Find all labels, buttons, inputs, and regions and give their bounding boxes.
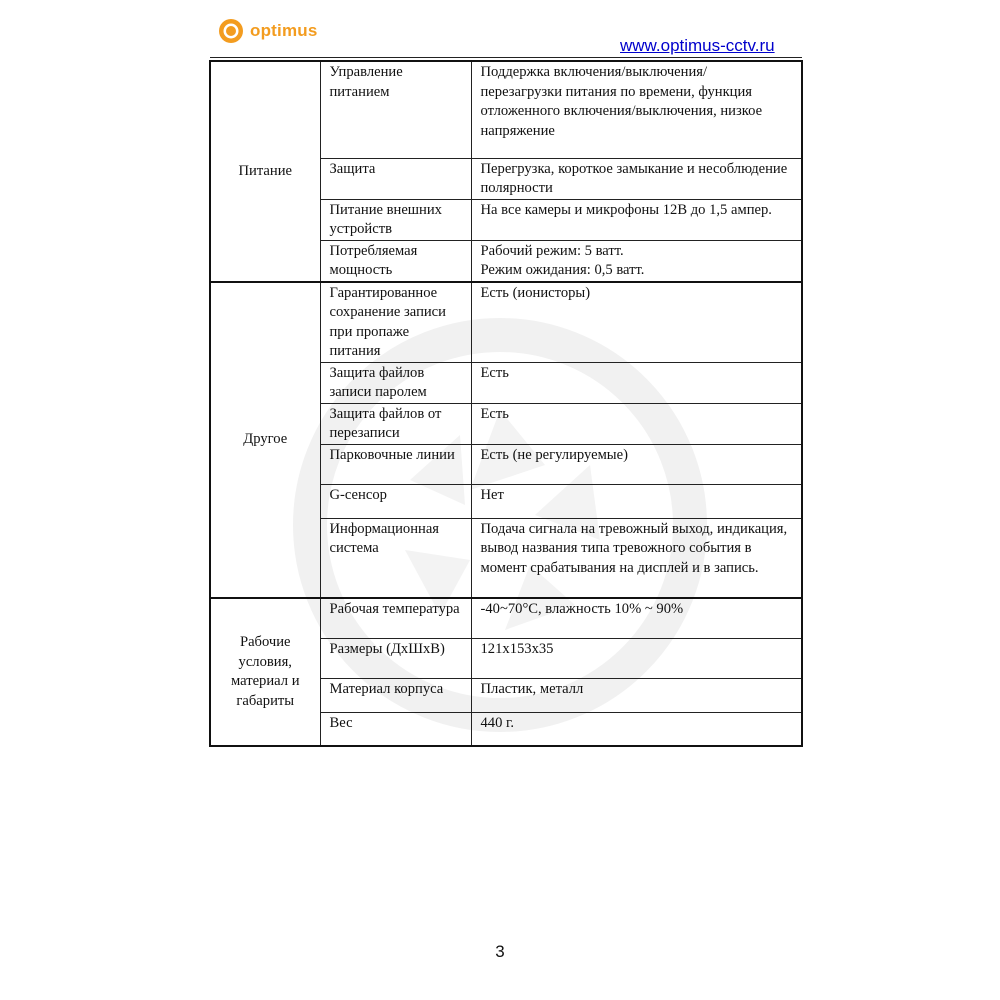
parameter-cell: Управление питанием bbox=[320, 61, 471, 158]
parameter-cell: Размеры (ДхШхВ) bbox=[320, 638, 471, 678]
site-link[interactable]: www.optimus-cctv.ru bbox=[620, 36, 775, 55]
parameter-cell: Гарантированное сохранение записи при пропаже питания bbox=[320, 282, 471, 363]
category-cell: Другое bbox=[210, 282, 320, 599]
brand-name: optimus bbox=[250, 21, 318, 40]
table-row bbox=[210, 282, 802, 363]
value-cell: -40~70°C, влажность 10% ~ 90% bbox=[471, 598, 802, 638]
value-cell: Подача сигнала на тревожный выход, индикация, вывод названия типа тревожного события в момент срабатывания на дисплей и в запись. bbox=[471, 518, 802, 598]
value-cell: Есть bbox=[471, 403, 802, 444]
value-cell: Поддержка включения/выключения/ перезагрузки питания по времени, функция отложенного включения/выключения, низкое напряжение bbox=[471, 61, 802, 158]
parameter-cell: Защита bbox=[320, 158, 471, 199]
parameter-cell: Защита файлов записи паролем bbox=[320, 362, 471, 403]
specifications-table bbox=[209, 60, 803, 747]
value-cell: Рабочий режим: 5 ватт. Режим ожидания: 0,5 ватт. bbox=[471, 240, 802, 282]
header-divider bbox=[210, 57, 802, 58]
parameter-cell: Питание внешних устройств bbox=[320, 199, 471, 240]
category-cell: Питание bbox=[210, 61, 320, 282]
table-row bbox=[210, 598, 802, 638]
value-cell: Есть (не регулируемые) bbox=[471, 444, 802, 484]
value-cell: Есть bbox=[471, 362, 802, 403]
value-cell: 121x153x35 bbox=[471, 638, 802, 678]
parameter-cell: Защита файлов от перезаписи bbox=[320, 403, 471, 444]
parameter-cell: Материал корпуса bbox=[320, 678, 471, 712]
value-cell: Перегрузка, короткое замыкание и несоблюдение полярности bbox=[471, 158, 802, 199]
category-cell: Рабочие условия, материал и габариты bbox=[210, 598, 320, 746]
value-cell: Нет bbox=[471, 484, 802, 518]
parameter-cell: Рабочая температура bbox=[320, 598, 471, 638]
parameter-cell: Парковочные линии bbox=[320, 444, 471, 484]
optimus-logo-icon bbox=[218, 18, 244, 44]
parameter-cell: G-сенсор bbox=[320, 484, 471, 518]
parameter-cell: Информационная система bbox=[320, 518, 471, 598]
value-cell: На все камеры и микрофоны 12В до 1,5 ампер. bbox=[471, 199, 802, 240]
value-cell: Пластик, металл bbox=[471, 678, 802, 712]
parameter-cell: Вес bbox=[320, 712, 471, 746]
value-cell: 440 г. bbox=[471, 712, 802, 746]
parameter-cell: Потребляемая мощность bbox=[320, 240, 471, 282]
brand-logo bbox=[218, 18, 318, 44]
value-cell: Есть (ионисторы) bbox=[471, 282, 802, 363]
page-number: 3 bbox=[495, 942, 505, 961]
table-row bbox=[210, 61, 802, 158]
